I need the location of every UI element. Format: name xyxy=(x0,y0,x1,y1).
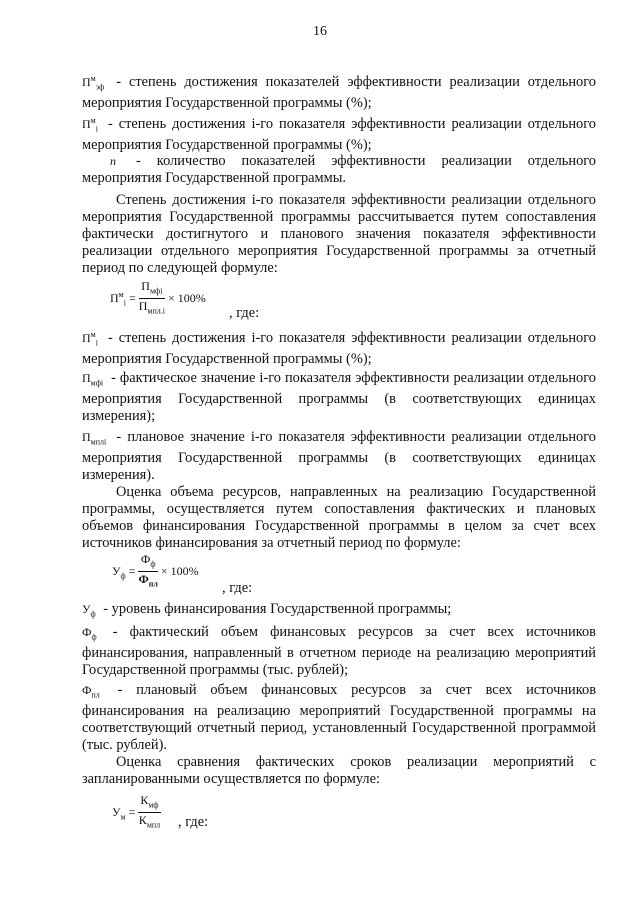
symbol: $Ф_ф$ xyxy=(82,625,97,642)
formula-financing: $У_ф$ = $\frac{Ф_ф}{Ф_{пл}}$ × 100% xyxy=(112,552,199,592)
symbol: $П^м_i$ xyxy=(82,116,98,134)
where-label: , где: xyxy=(229,305,260,321)
formula-degree: $П^м_i$ = $\frac{П_{мфi}}{П_{мпл.i}}$ × 100% xyxy=(110,279,206,319)
symbol: $У_ф$ xyxy=(82,602,96,619)
symbol: n xyxy=(110,154,116,168)
body-paragraph-degree: Степень достижения i-го показателя эффективности реализации отдельного мероприятия Государственной программы рассчитывается путем сопоставления фактически достигнутого и планового значения показателя эффективности реализации отдельного мероприятия Государственной программы за отчетный период по следующей формуле: xyxy=(82,192,596,276)
symbol: $П^м_i$ xyxy=(82,330,98,348)
where-label: , где: xyxy=(178,814,209,830)
page-number: 16 xyxy=(313,24,327,39)
symbol: $П_{мплi}$ xyxy=(82,430,107,447)
fraction: $\frac{П_{мфi}}{П_{мпл.i}}$ xyxy=(138,279,165,316)
definition-f-f: $Ф_ф$ - фактический объем финансовых ресурсов за счет всех источников финансирования, направленный в отчетном периоде на реализацию мероприятий Государственной программы (тыс. рублей); xyxy=(82,624,596,679)
definition-n: n - количество показателей эффективности реализации отдельного мероприятия Государственной программы. xyxy=(82,153,597,186)
definition-f-pl: $Ф_{пл}$ - плановый объем финансовых ресурсов за счет всех источников финансирования на реализацию мероприятий Государственной программы на соответствующий отчетный период, установленный Государственной программой (тыс. рублей). xyxy=(82,682,596,754)
symbol: $П^м_{эф}$ xyxy=(82,74,105,92)
fraction: $\frac{Ф_ф}{Ф_{пл}}$ xyxy=(138,552,158,589)
body-paragraph-terms: Оценка сравнения фактических сроков реализации мероприятий с запланированными осуществляется по формуле: xyxy=(82,754,596,787)
definition-p-plan: $П_{мплi}$ - плановое значение i-го показателя эффективности реализации отдельного мероприятия Государственной программы (в соответствующих единицах измерения). xyxy=(82,429,596,484)
where-label: , где: xyxy=(222,580,253,596)
definition-p-i: $П^м_i$ - степень достижения i-го показателя эффективности реализации отдельного мероприятия Государственной программы (%); xyxy=(82,112,596,154)
symbol: $Ф_{пл}$ xyxy=(82,683,100,700)
symbol: $П_{мфi}$ xyxy=(82,371,104,388)
definition-u-f: $У_ф$ - уровень финансирования Государственной программы; xyxy=(82,601,596,622)
definition-p-fact: $П_{мфi}$ - фактическое значение i-го показателя эффективности реализации отдельного мероприятия Государственной программы (в соответствующих единицах измерения); xyxy=(82,370,596,425)
definition-p-eff: $П^м_{эф}$ - степень достижения показателей эффективности реализации отдельного мероприятия Государственной программы (%); xyxy=(82,70,596,112)
fraction: $\frac{К_{мф}}{К_{мпл}}$ xyxy=(138,793,161,830)
definition-p-i-2: $П^м_i$ - степень достижения i-го показателя эффективности реализации отдельного мероприятия Государственной программы (%); xyxy=(82,326,596,368)
body-paragraph-resources: Оценка объема ресурсов, направленных на реализацию Государственной программы, осуществляется путем сопоставления фактических и плановых объемов финансирования Государственной программы в целом за счет всех источников финансирования за отчетный период по формуле: xyxy=(82,484,596,551)
formula-terms: $У_м$ = $\frac{К_{мф}}{К_{мпл}}$ xyxy=(112,793,164,833)
